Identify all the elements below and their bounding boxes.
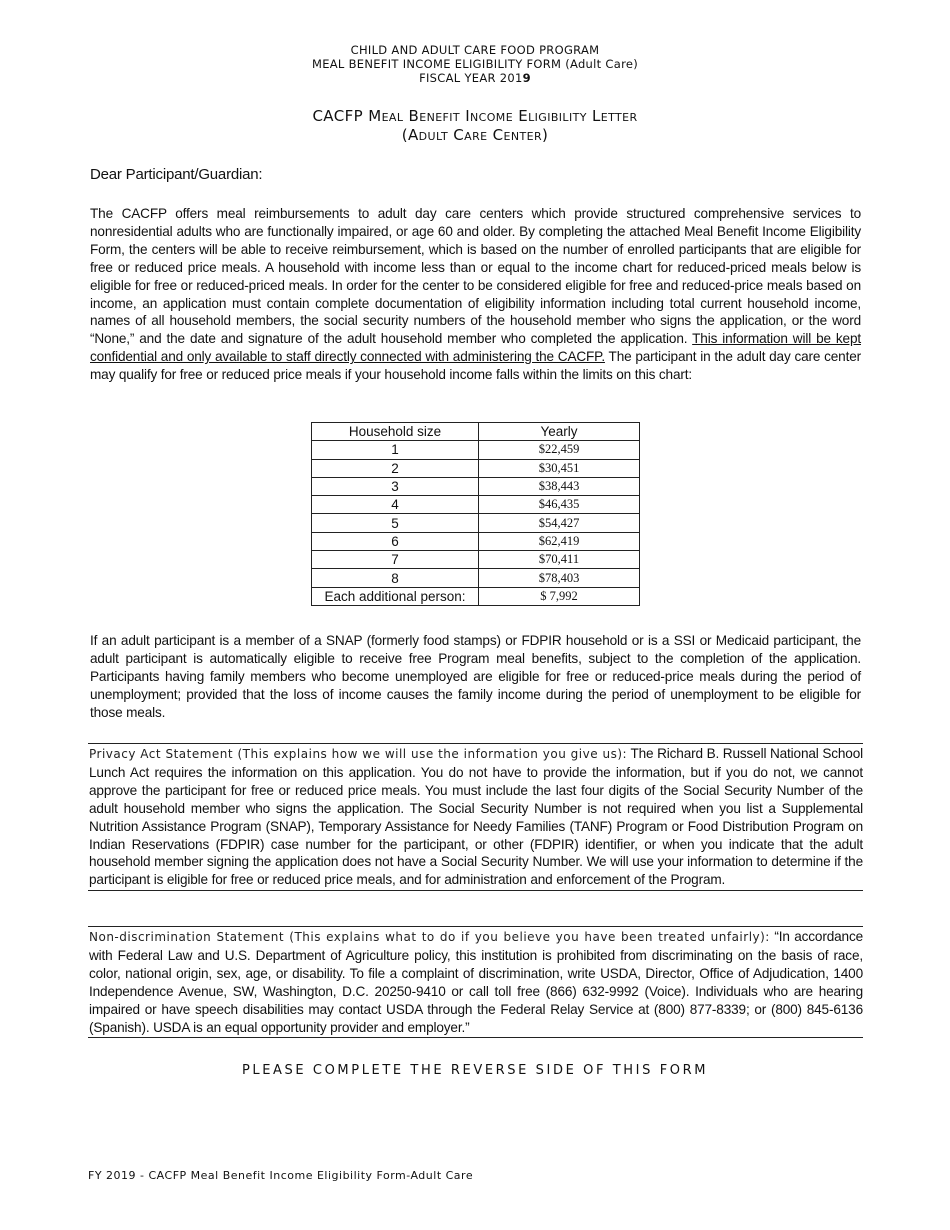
- letter-title-line1: CACFP Meal Benefit Income Eligibility Letter: [312, 107, 638, 125]
- yearly-income-cell: $38,443: [479, 477, 640, 495]
- household-size-cell: 8: [312, 569, 479, 587]
- letter-title-line2: (Adult Care Center): [401, 126, 549, 144]
- household-size-cell: 3: [312, 477, 479, 495]
- table-row: [312, 551, 640, 569]
- household-size-cell: 1: [312, 441, 479, 459]
- table-row: [312, 496, 640, 514]
- yearly-income-cell: $78,403: [479, 569, 640, 587]
- form-name: MEAL BENEFIT INCOME ELIGIBILITY FORM (Adult Care): [311, 57, 639, 71]
- automatic-eligibility-paragraph: If an adult participant is a member of a SNAP (formerly food stamps) or FDPIR household or is a SSI or Medicaid participant, the adult participant is automatically eligible to receive free Program meal benefits, subject to the completion of the application. Participants having family members who become unemployed are eligible for free or reduced-price meals during the period of unemployment; provided that the loss of income causes the family income during the period of unemployment to be eligible for those meals.: [90, 633, 861, 720]
- privacy-text: The Richard B. Russell National School Lunch Act requires the information on this application. You do not have to provide the information, but if you do not, we cannot approve the participant for free or reduced price meals. You must include the last four digits of the Social Security Number of the adult household member who signs the application. The Social Security Number is not required when you list a Supplemental Nutrition Assistance Program (SNAP), Temporary Assistance for Needy Families (TANF) Program or Food Distribution Program on Indian Reservations (FDPIR) case number for the participant, or other (FDPIR) identifier, or when you indicate that the adult household member signing the application does not have a Social Security Number. We will use your information to determine if the participant is eligible for free or reduced price meals, and for administration and enforcement of the Program.: [89, 746, 863, 888]
- household-size-cell: 7: [312, 551, 479, 569]
- intro-paragraph: [90, 205, 861, 384]
- intro-text: The CACFP offers meal reimbursements to adult day care centers which provide structured comprehensive services to nonresidential adults who are functionally impaired, or age 60 and older. By completing the attached Meal Benefit Income Eligibility Form, the centers will be able to receive reimbursement, which is based on the number of enrolled participants that are eligible for free or reduced price meals. A household with income less than or equal to the income chart for reduced-priced meals below is eligible for free or reduced-priced meals. In order for the center to be considered eligible for free and reduced-price meals based on income, an application must contain complete documentation of eligibility information including total current household income, names of all household members, the social security numbers of the household member who signs the application, or the word “None,” and the date and signature of the adult household member who completed the application.: [90, 206, 861, 347]
- additional-person-label: Each additional person:: [312, 587, 479, 605]
- nondiscrimination-text: “In accordance with Federal Law and U.S. Department of Agriculture policy, this institution is prohibited from discriminating on the basis of race, color, national origin, sex, age, or disability. To file a complaint of discrimination, write USDA, Director, Office of Adjudication, 1400 Independence Avenue, SW, Washington, D.C. 20250-9410 or call toll free (866) 632-9992 (Voice). Individuals who are hearing impaired or have speech disabilities may contact USDA through the Federal Relay Service at (800) 877-8339; or (800) 845-6136 (Spanish). USDA is an equal opportunity provider and employer.”: [89, 929, 864, 1035]
- yearly-income-cell: $70,411: [479, 551, 640, 569]
- table-row: [312, 587, 640, 605]
- household-size-cell: 2: [312, 459, 479, 477]
- household-size-cell: 4: [312, 496, 479, 514]
- income-chart-table: [311, 422, 640, 606]
- non-discrimination-statement: [88, 926, 863, 1038]
- table-row: [312, 459, 640, 477]
- table-row: [312, 532, 640, 550]
- header-household-size: Household size: [312, 423, 479, 441]
- complete-reverse-notice: PLEASE COMPLETE THE REVERSE SIDE OF THIS FORM: [241, 1063, 709, 1078]
- table-row: [312, 477, 640, 495]
- page-footer: FY 2019 - CACFP Meal Benefit Income Eligibility Form-Adult Care: [88, 1169, 474, 1182]
- fiscal-year-prefix: FISCAL YEAR 201: [419, 71, 523, 85]
- table-row: [312, 441, 640, 459]
- yearly-income-cell: $54,427: [479, 514, 640, 532]
- greeting: Dear Participant/Guardian:: [90, 166, 263, 183]
- intro-text-after: The participant in the adult day care center may qualify for free or reduced price meals if your household income falls within the limits on this chart:: [90, 349, 861, 383]
- privacy-act-statement: [88, 743, 863, 891]
- household-size-cell: 6: [312, 532, 479, 550]
- header-yearly: Yearly: [479, 423, 640, 441]
- letter-title: [0, 107, 950, 145]
- yearly-income-cell: $62,419: [479, 532, 640, 550]
- additional-person-amount: $ 7,992: [479, 587, 640, 605]
- form-header: [0, 43, 950, 85]
- fiscal-year-digit: 9: [522, 71, 531, 85]
- table-row: [312, 514, 640, 532]
- nondiscrimination-lead: Non-discrimination Statement (This explains what to do if you believe you have been treated unfairly):: [89, 930, 770, 944]
- fiscal-year: [0, 71, 950, 85]
- table-header-row: [312, 423, 640, 441]
- yearly-income-cell: $22,459: [479, 441, 640, 459]
- table-row: [312, 569, 640, 587]
- yearly-income-cell: $46,435: [479, 496, 640, 514]
- yearly-income-cell: $30,451: [479, 459, 640, 477]
- confidential-notice: This information will be kept confidential and only available to staff directly connected with administering the CACFP.: [90, 331, 861, 365]
- household-size-cell: 5: [312, 514, 479, 532]
- program-name: CHILD AND ADULT CARE FOOD PROGRAM: [350, 43, 600, 57]
- privacy-lead: Privacy Act Statement (This explains how we will use the information you give us):: [89, 747, 628, 761]
